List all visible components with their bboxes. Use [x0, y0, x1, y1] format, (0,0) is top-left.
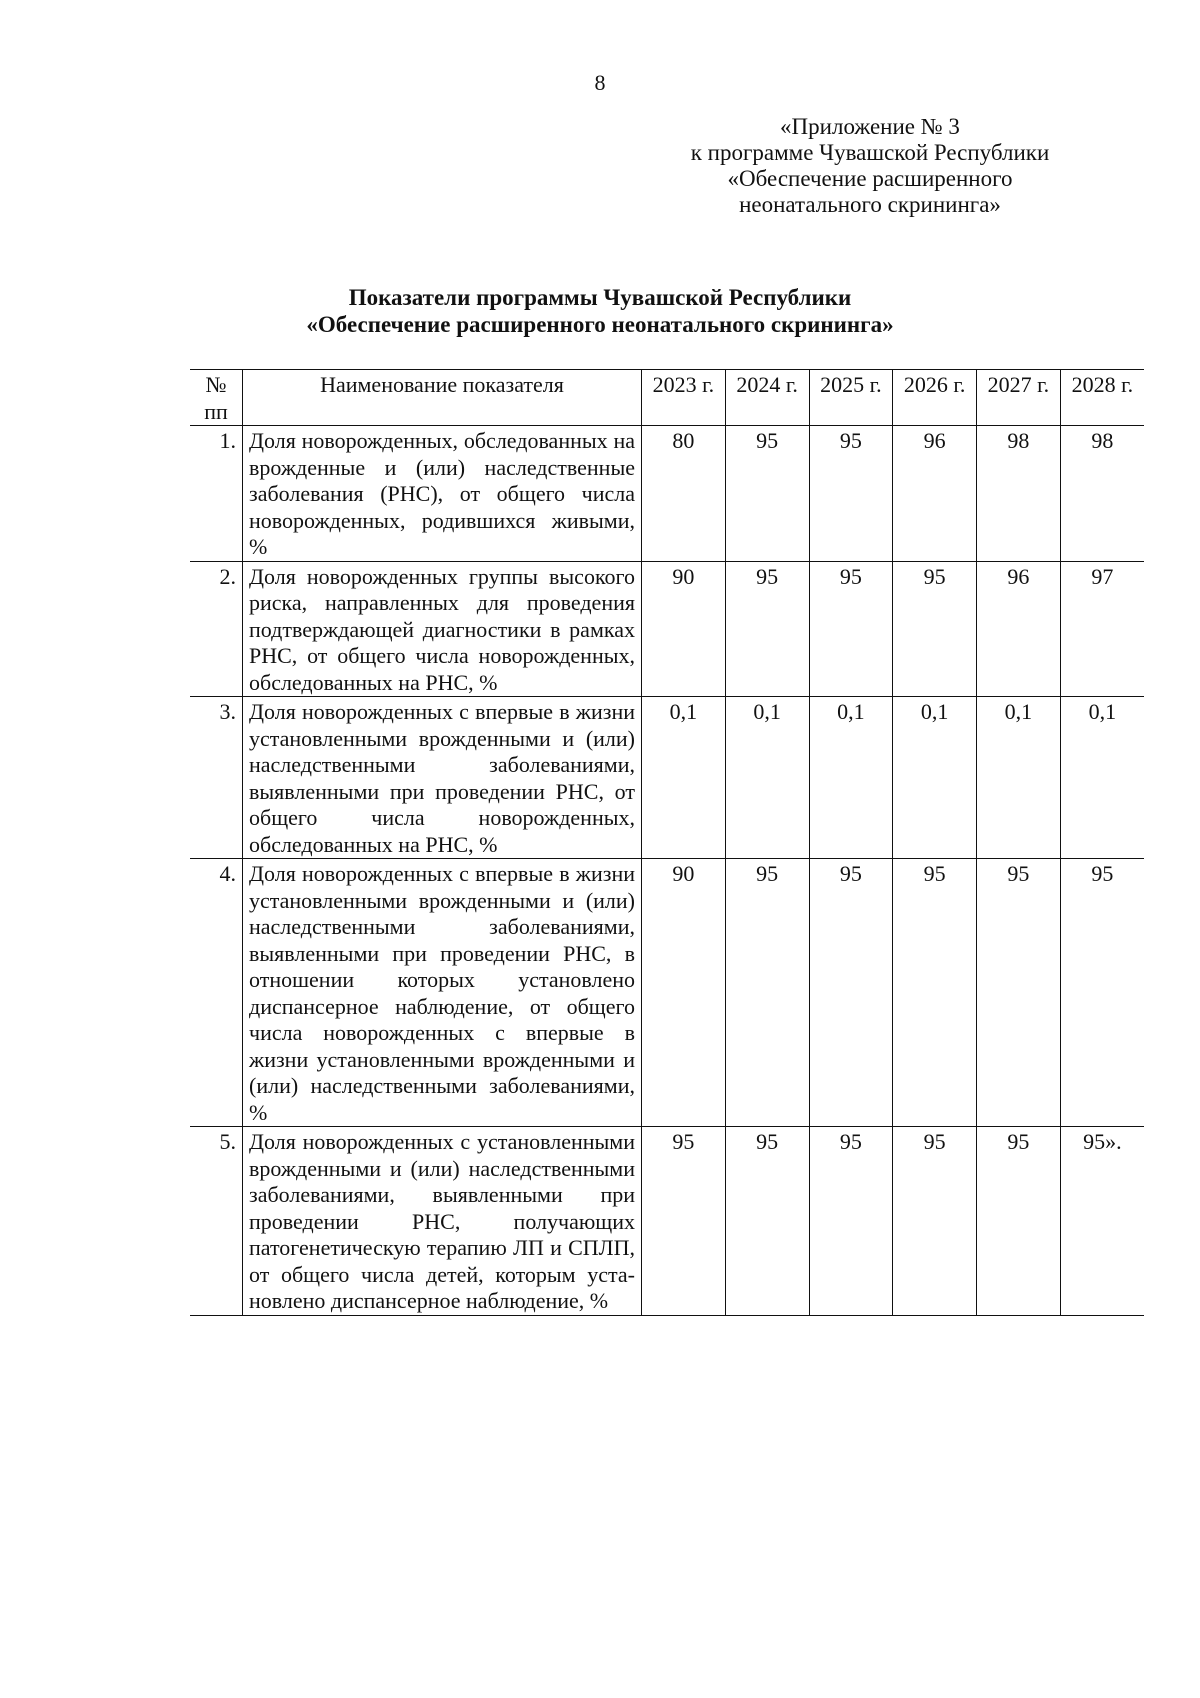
header-name: Наименование показателя — [243, 370, 642, 426]
header-year: 2028 г. — [1060, 370, 1144, 426]
indicator-value: 90 — [642, 859, 726, 1127]
row-number: 3. — [190, 697, 243, 859]
indicator-value: 95 — [642, 1127, 726, 1316]
table-row — [190, 697, 1144, 859]
document-title — [0, 284, 1200, 338]
table-row — [190, 859, 1144, 1127]
indicator-value: 95 — [809, 426, 893, 562]
indicator-value: 90 — [642, 561, 726, 697]
indicator-name: Доля новорожденных, обследованных на врожденные и (или) наследственные заболевания (РНС), от общего числа новорожденных, родившихся живыми, % — [243, 426, 642, 562]
title-line: Показатели программы Чувашской Республики — [348, 285, 852, 310]
indicator-value: 95 — [725, 859, 809, 1127]
header-year: 2027 г. — [977, 370, 1061, 426]
indicator-value: 95 — [893, 859, 977, 1127]
header-year: 2023 г. — [642, 370, 726, 426]
header-year: 2026 г. — [893, 370, 977, 426]
indicator-value: 98 — [1060, 426, 1144, 562]
table-row — [190, 561, 1144, 697]
row-number: 5. — [190, 1127, 243, 1316]
indicator-value: 0,1 — [642, 697, 726, 859]
indicator-name: Доля новорожденных группы высокого риска, направленных для проведения подтверждающей диагностики в рамках РНС, от общего числа новорожденных, обследованных на РНС, % — [243, 561, 642, 697]
appendix-line: «Приложение № 3 — [780, 114, 960, 139]
indicator-value: 0,1 — [725, 697, 809, 859]
indicator-value: 95 — [725, 426, 809, 562]
table-row — [190, 426, 1144, 562]
table-row — [190, 1127, 1144, 1316]
indicator-value: 95 — [809, 859, 893, 1127]
appendix-line: к программе Чувашской Республики — [690, 140, 1050, 165]
indicator-value: 0,1 — [893, 697, 977, 859]
header-year: 2024 г. — [725, 370, 809, 426]
table-header-row — [190, 370, 1144, 426]
indicator-value: 95 — [977, 859, 1061, 1127]
indicator-value: 95 — [893, 1127, 977, 1316]
indicator-value: 0,1 — [1060, 697, 1144, 859]
appendix-line: «Обеспечение расширенного — [727, 166, 1013, 191]
header-num: № пп — [190, 370, 243, 426]
indicator-value: 0,1 — [809, 697, 893, 859]
indicator-value: 80 — [642, 426, 726, 562]
indicator-value: 95 — [977, 1127, 1061, 1316]
indicator-value: 96 — [977, 561, 1061, 697]
indicator-value: 96 — [893, 426, 977, 562]
row-number: 4. — [190, 859, 243, 1127]
row-number: 1. — [190, 426, 243, 562]
row-number: 2. — [190, 561, 243, 697]
indicators-table — [190, 369, 1144, 1316]
appendix-reference — [600, 114, 1140, 218]
indicator-value: 95 — [1060, 859, 1144, 1127]
indicator-value: 95 — [809, 561, 893, 697]
indicator-value: 95 — [725, 561, 809, 697]
indicator-name: Доля новорожденных с впервые в жизни установленными врожденными и (или) наследственными заболеваниями, выявленными при проведении РНС, в отношении которых установлено диспансерное наблюдение, от общего числа новорожденных с впервые в жизни установленными врожденными и (или) наследственными заболеваниями, % — [243, 859, 642, 1127]
indicator-value: 0,1 — [977, 697, 1061, 859]
indicator-name: Доля новорожденных с впервые в жизни установленными врожденными и (или) наследственными заболеваниями, выявленными при проведении РНС, от общего числа новорожденных, обследованных на РНС, % — [243, 697, 642, 859]
indicator-value: 98 — [977, 426, 1061, 562]
indicator-value: 95». — [1060, 1127, 1144, 1316]
indicator-value: 95 — [809, 1127, 893, 1316]
page-number: 8 — [594, 70, 606, 95]
indicator-name: Доля новорожденных с установленными врожденными и (или) наследственными заболеваниями, выявленными при проведении РНС, получающих патогенетическую терапию ЛП и СПЛП, от общего числа детей, которым установлено диспансерное наблюдение, % — [243, 1127, 642, 1316]
indicator-value: 95 — [725, 1127, 809, 1316]
appendix-line: неонатального скрининга» — [739, 192, 1001, 217]
indicator-value: 97 — [1060, 561, 1144, 697]
indicator-value: 95 — [893, 561, 977, 697]
header-year: 2025 г. — [809, 370, 893, 426]
title-line: «Обеспечение расширенного неонатального скрининга» — [306, 312, 894, 337]
